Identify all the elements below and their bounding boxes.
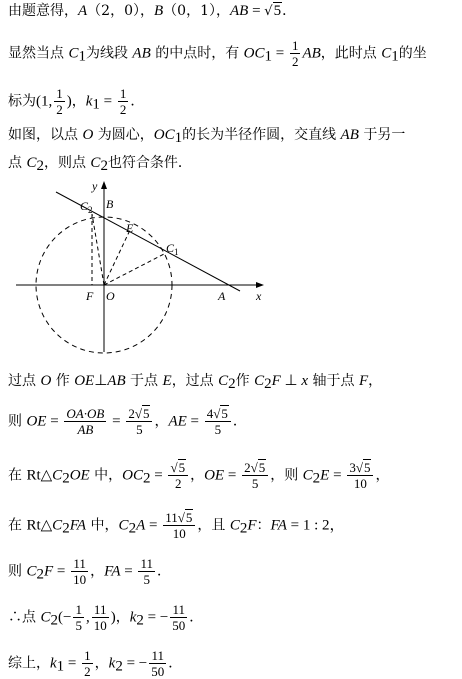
punct: ， xyxy=(368,373,383,389)
text: ， xyxy=(190,467,205,484)
denominator: 2 xyxy=(84,664,91,679)
rt-triangle: Rt△ xyxy=(26,467,53,484)
numerator: 11 xyxy=(172,602,186,617)
point-E: E xyxy=(320,467,330,484)
text: 为圆心， xyxy=(93,127,154,143)
fraction xyxy=(64,406,106,437)
text: ，过点 xyxy=(171,373,219,389)
text-line-6 xyxy=(8,372,382,393)
subscript: 2 xyxy=(228,376,236,392)
denominator: 5 xyxy=(75,618,82,633)
text-line-12 xyxy=(8,648,182,679)
segment-AB: AB xyxy=(107,373,126,389)
punct: ． xyxy=(189,609,204,626)
numerator: 4√5 xyxy=(206,406,228,421)
subscript: 1 xyxy=(264,48,272,65)
label-B: B xyxy=(106,197,114,211)
coef: 2 xyxy=(244,460,251,475)
punct: ． xyxy=(168,655,183,672)
fraction xyxy=(118,86,129,117)
radicand: 5 xyxy=(185,510,193,525)
text: 如图，以点 xyxy=(8,127,83,143)
equals: = xyxy=(150,467,167,484)
segment-OC2 xyxy=(92,214,104,285)
denominator: 2 xyxy=(168,475,188,491)
punct: ， xyxy=(375,467,390,484)
fraction xyxy=(73,602,84,633)
text-line-7 xyxy=(8,406,247,437)
equals: = xyxy=(120,563,137,580)
subscript: 2 xyxy=(115,658,123,675)
point-C: C xyxy=(118,517,129,534)
text: ： xyxy=(256,517,271,534)
point-C: C xyxy=(52,517,63,534)
label-y: y xyxy=(92,179,98,193)
text: ， xyxy=(94,655,109,672)
subscript: 2 xyxy=(50,612,58,629)
text: 作 xyxy=(235,373,255,389)
slope-k: k xyxy=(85,93,93,110)
segment-OC1 xyxy=(104,254,164,285)
denominator: 10 xyxy=(93,618,107,633)
point-O: O xyxy=(82,127,94,143)
equals: = xyxy=(186,413,203,430)
label-C1-sub: 1 xyxy=(174,247,179,257)
slope-k: k xyxy=(129,609,137,626)
denominator: 10 xyxy=(163,525,195,541)
label-C2 xyxy=(80,199,93,215)
radicand: 5 xyxy=(273,3,282,19)
label-O: O xyxy=(106,289,115,303)
label-E: E xyxy=(126,221,134,235)
text: 作 xyxy=(51,373,75,389)
text: 标为 xyxy=(8,93,36,110)
text: 在 xyxy=(8,517,27,534)
text: 为线段 xyxy=(85,45,133,62)
coef: 11 xyxy=(165,510,178,525)
fraction xyxy=(92,602,109,633)
perp-symbol: ⊥ xyxy=(94,373,108,389)
segment-OE xyxy=(104,230,130,285)
point-A: A xyxy=(78,3,88,19)
fraction xyxy=(126,406,152,437)
coord-close: ) xyxy=(110,609,116,626)
subscript: 2 xyxy=(239,520,248,537)
equals: = xyxy=(248,3,265,19)
label-C1 xyxy=(166,241,179,257)
point-C: C xyxy=(52,467,63,484)
geometry-figure xyxy=(12,178,274,358)
text: 中， xyxy=(89,467,123,484)
coord-close: ) xyxy=(66,93,72,110)
denominator: AB xyxy=(64,421,106,437)
point-C: C xyxy=(68,45,79,62)
denominator: 5 xyxy=(205,421,231,437)
fraction xyxy=(82,648,93,679)
point-F: F xyxy=(247,517,257,534)
fraction xyxy=(347,460,373,491)
label-C2-letter: C xyxy=(80,199,89,213)
text-line-5 xyxy=(8,154,192,175)
subscript: 2 xyxy=(36,566,44,583)
denominator: 2 xyxy=(291,54,299,69)
text: 于点 xyxy=(125,373,163,389)
text: 由题意得， xyxy=(8,3,78,19)
numerator: 11 xyxy=(140,556,154,571)
point-C: C xyxy=(90,155,101,171)
text: 显然当点 xyxy=(8,45,69,62)
equals: = xyxy=(64,655,81,672)
slope-k: k xyxy=(50,655,57,672)
point-C: C xyxy=(26,155,37,171)
coef: 2 xyxy=(128,406,135,421)
subscript: 1 xyxy=(391,48,399,65)
fraction xyxy=(168,460,188,491)
text: ， xyxy=(71,93,86,110)
equals: = − xyxy=(143,609,169,626)
text: ，则点 xyxy=(43,155,91,171)
rt-triangle: Rt△ xyxy=(26,517,53,534)
text: 过点 xyxy=(8,373,41,389)
fraction xyxy=(149,648,166,679)
point-O: O xyxy=(40,373,52,389)
punct: ． xyxy=(130,93,145,110)
text: 的长为半径作圆，交直线 xyxy=(182,127,341,143)
numerator: 1 xyxy=(119,86,127,101)
equals: = xyxy=(46,413,63,430)
equals: = xyxy=(329,467,346,484)
label-A: A xyxy=(218,289,226,303)
subscript: 2 xyxy=(128,520,137,537)
segment-OE: OE xyxy=(74,373,95,389)
point-F: F xyxy=(358,373,369,389)
text: 的坐 xyxy=(398,45,427,62)
label-F: F xyxy=(86,289,94,303)
subscript: 2 xyxy=(62,520,70,537)
equals: = xyxy=(108,413,125,430)
numerator: 11 xyxy=(93,602,107,617)
point-C: C xyxy=(302,467,313,484)
radicand: 5 xyxy=(363,460,371,475)
denominator: 50 xyxy=(151,664,165,679)
numerator: 11√5 xyxy=(165,510,193,525)
segment-AB: AB xyxy=(132,45,151,62)
coef: 3 xyxy=(349,460,356,475)
segment-FA: FA xyxy=(69,517,87,534)
subscript: 2 xyxy=(136,612,144,629)
denominator: 5 xyxy=(126,421,152,437)
subscript: 2 xyxy=(100,158,108,174)
point-C: C xyxy=(254,373,265,389)
point-C: C xyxy=(218,373,229,389)
numerator: 11 xyxy=(73,556,86,571)
denominator: 10 xyxy=(347,475,373,491)
point-C: C xyxy=(381,45,392,62)
text: 的中点时，有 xyxy=(150,45,244,62)
ratio: = 1 : 2， xyxy=(286,517,345,534)
point-B: B xyxy=(154,3,164,19)
radicand: 5 xyxy=(221,406,228,421)
label-x: x xyxy=(256,289,262,303)
equals: = xyxy=(99,93,116,110)
subscript: 1 xyxy=(56,658,65,675)
text-line-2 xyxy=(8,38,427,69)
sqrt-expression: √5 xyxy=(264,3,282,19)
coords-B: （0，1） xyxy=(163,3,216,19)
point-A: A xyxy=(136,517,146,534)
label-C2-sub: 2 xyxy=(88,205,93,215)
coord-open: (− xyxy=(57,609,72,626)
text-line-3 xyxy=(8,86,144,117)
radicand: 5 xyxy=(142,406,150,421)
point-C: C xyxy=(229,517,240,534)
x-axis-arrow xyxy=(256,282,264,288)
punct: ． xyxy=(157,563,172,580)
punct: ． xyxy=(282,3,297,19)
equals: = xyxy=(145,517,162,534)
fraction xyxy=(170,602,187,633)
text-line-10 xyxy=(8,556,171,587)
numerator: 1 xyxy=(75,602,82,617)
sep: ， xyxy=(216,3,230,19)
equals: = − xyxy=(122,655,148,672)
coef: 4 xyxy=(206,406,214,421)
text-line-9 xyxy=(8,510,345,541)
denominator: 50 xyxy=(172,618,186,633)
numerator: 2√5 xyxy=(244,460,266,475)
segment-AE: AE xyxy=(168,413,187,430)
subscript: 2 xyxy=(62,470,70,487)
segment-OC: OC xyxy=(153,127,175,143)
fraction xyxy=(163,510,195,541)
text: 也符合条件． xyxy=(107,155,192,171)
x-var: x xyxy=(301,373,309,389)
numerator: OA·OB xyxy=(66,406,105,421)
text-line-8 xyxy=(8,460,389,491)
point-F: F xyxy=(43,563,54,580)
text-line-11 xyxy=(8,602,203,633)
point-E: E xyxy=(162,373,172,389)
subscript: 1 xyxy=(78,48,86,65)
point-F: F xyxy=(271,373,281,389)
denominator: 5 xyxy=(242,475,268,491)
segment-FA: FA xyxy=(104,563,121,580)
text-line-1 xyxy=(8,2,296,21)
equals: = xyxy=(272,45,288,62)
perp-symbol: ⊥ xyxy=(280,373,302,389)
equals: = xyxy=(53,563,70,580)
segment-FA: FA xyxy=(270,517,287,534)
segment-OC: OC xyxy=(122,467,143,484)
slope-k: k xyxy=(108,655,116,672)
segment-AB: AB xyxy=(230,3,249,19)
fraction xyxy=(138,556,155,587)
text-line-4 xyxy=(8,126,405,147)
point-C: C xyxy=(26,563,37,580)
text: 在 xyxy=(8,467,27,484)
segment-OE: OE xyxy=(26,413,47,430)
subscript: 2 xyxy=(264,376,272,392)
text: 点 xyxy=(8,155,27,171)
segment-AB: AB xyxy=(340,127,359,143)
fraction xyxy=(242,460,268,491)
fraction xyxy=(290,38,301,69)
subscript: 1 xyxy=(92,96,100,113)
segment-OE: OE xyxy=(69,467,90,484)
fraction xyxy=(54,86,65,117)
fraction xyxy=(205,406,231,437)
punct: ． xyxy=(232,413,247,430)
denominator: 2 xyxy=(56,102,63,117)
text: 综上， xyxy=(8,655,50,672)
text: 轴于点 xyxy=(308,373,359,389)
label-C1-letter: C xyxy=(166,241,175,255)
text: ， xyxy=(115,609,130,626)
text: 则 xyxy=(8,563,27,580)
sep: ， xyxy=(140,3,154,19)
radicand: 5 xyxy=(258,460,266,475)
subscript: 2 xyxy=(312,470,321,487)
denominator: 5 xyxy=(138,571,155,587)
coord-open: (1, xyxy=(36,93,53,110)
numerator: 1 xyxy=(291,38,299,53)
y-axis-arrow xyxy=(101,181,107,189)
text: ，则 xyxy=(270,467,303,484)
coords-A: （2，0） xyxy=(87,3,140,19)
segment-AB: AB xyxy=(302,45,321,62)
segment-OC: OC xyxy=(243,45,265,62)
segment-OE: OE xyxy=(204,467,225,484)
numerator: 2√5 xyxy=(128,406,150,421)
comma: , xyxy=(85,609,90,626)
numerator: 1 xyxy=(56,86,63,101)
denominator: 2 xyxy=(119,102,127,117)
text: 中， xyxy=(86,517,119,534)
denominator: 10 xyxy=(73,572,87,587)
subscript: 1 xyxy=(174,130,183,146)
fraction xyxy=(71,556,88,587)
numerator: 1 xyxy=(84,648,91,663)
subscript: 2 xyxy=(142,470,151,487)
numerator: √5 xyxy=(170,460,186,475)
text: 则 xyxy=(8,413,27,430)
subscript: 2 xyxy=(36,158,44,174)
radicand: 5 xyxy=(178,460,186,475)
text: ，此时点 xyxy=(320,45,382,62)
text: 于另一 xyxy=(358,127,406,143)
equals: = xyxy=(224,467,241,484)
text: ， xyxy=(90,563,105,580)
text: ， xyxy=(154,413,169,430)
point-C: C xyxy=(40,609,51,626)
text: ，且 xyxy=(197,517,230,534)
text: ∴点 xyxy=(8,609,41,626)
numerator: 3√5 xyxy=(349,460,371,475)
numerator: 11 xyxy=(151,648,164,663)
